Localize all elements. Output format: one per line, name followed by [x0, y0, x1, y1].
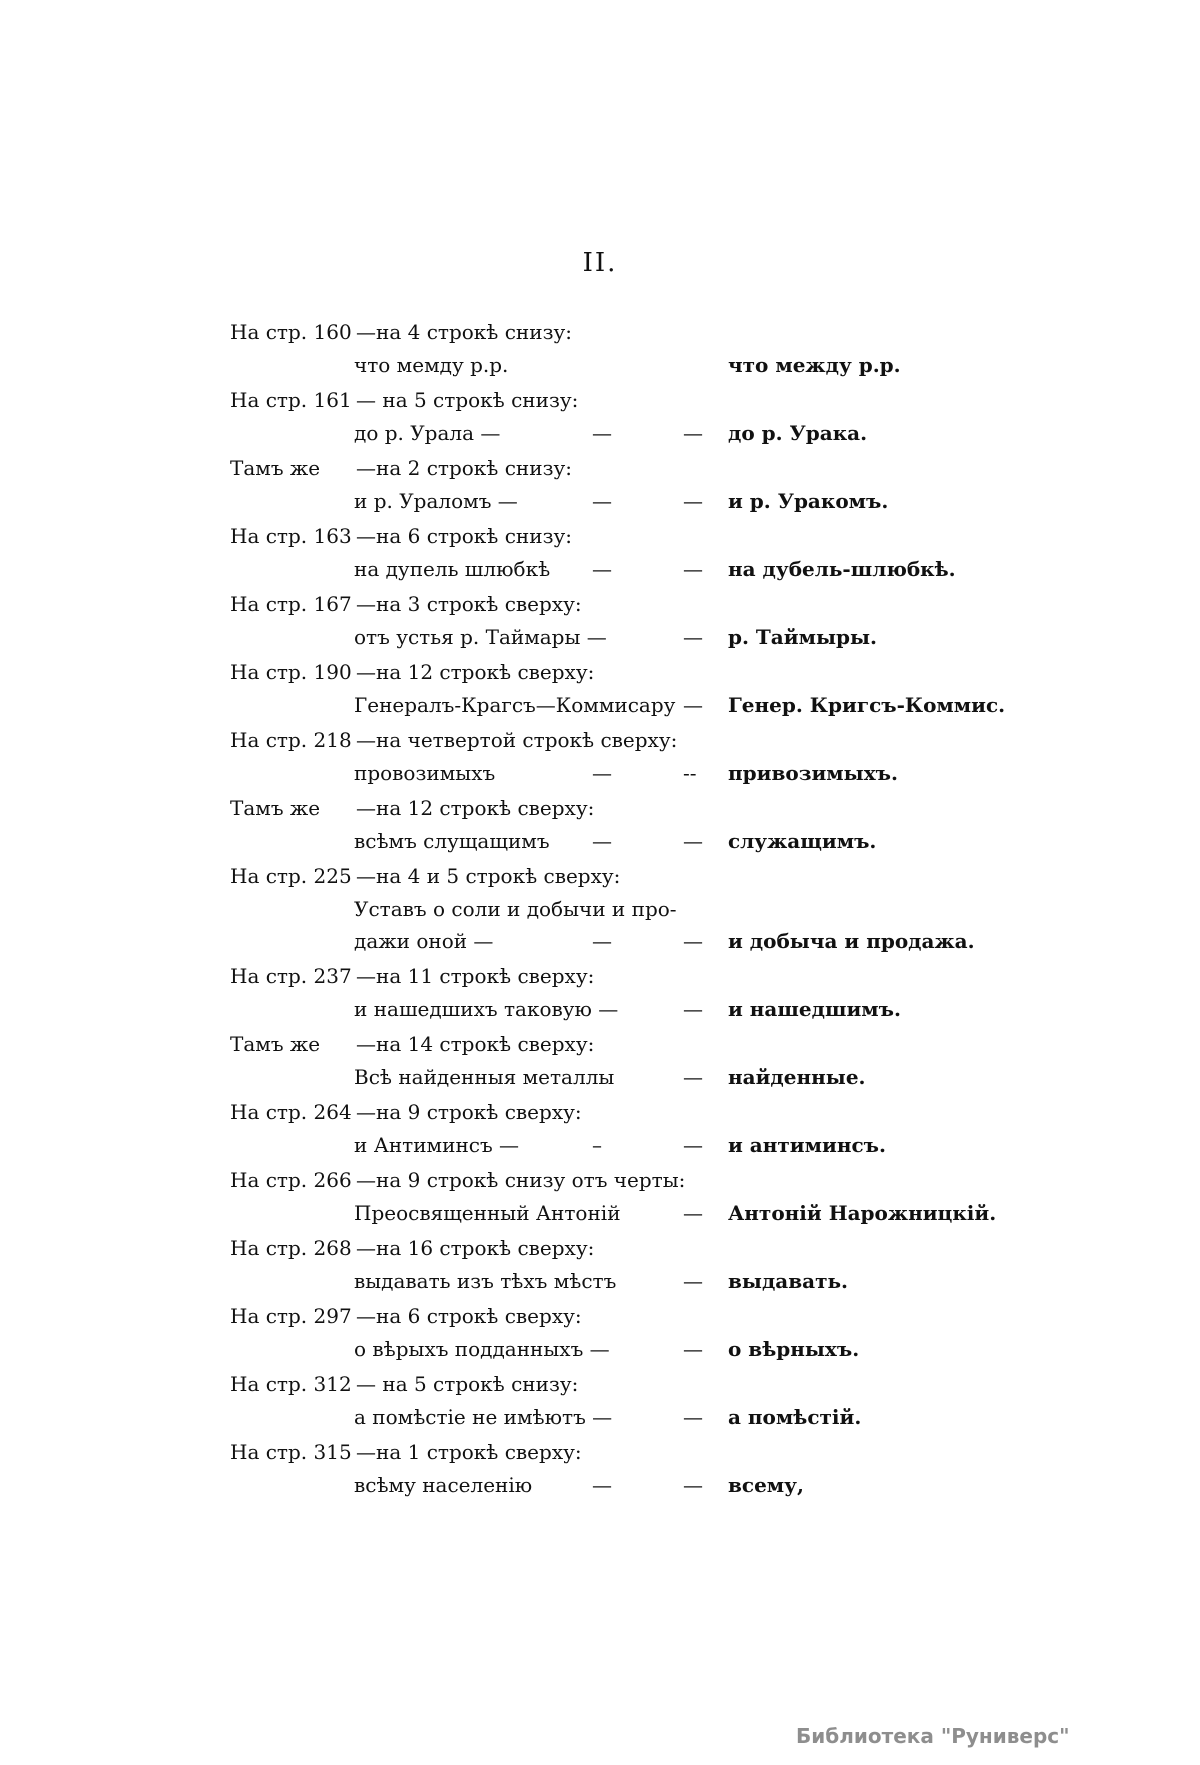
correction-line [226, 925, 1006, 957]
erroneous-text: Уставъ о соли и добычи и про- [354, 897, 677, 921]
page-location: На стр. 264 [230, 1100, 352, 1124]
errata-entry [226, 1163, 1006, 1231]
leader-dash: — [592, 929, 612, 953]
correction-line [226, 1333, 1006, 1365]
correction-line [226, 553, 1006, 585]
leader-dash: — [683, 829, 703, 853]
entry-reference [226, 723, 1006, 757]
errata-entry [226, 1299, 1006, 1367]
page-location: На стр. 225 [230, 864, 352, 888]
section-heading: II. [582, 248, 618, 278]
correction-line [226, 417, 1006, 449]
leader-dash: — [683, 1337, 703, 1361]
line-location: —на 1 строкѣ сверху: [356, 1440, 582, 1464]
page-location: На стр. 315 [230, 1440, 352, 1464]
leader-dash: — [592, 829, 612, 853]
errata-entry [226, 859, 1006, 959]
line-location: —на 9 строкѣ снизу отъ черты: [356, 1168, 686, 1192]
entry-reference [226, 587, 1006, 621]
correction-line [226, 893, 1006, 925]
errata-list [226, 315, 1006, 1503]
correction-line [226, 1197, 1006, 1229]
corrected-text: всему, [728, 1473, 804, 1497]
correction-line [226, 485, 1006, 517]
page-location: Тамъ же [230, 796, 321, 820]
errata-entry [226, 655, 1006, 723]
entry-reference [226, 1435, 1006, 1469]
errata-entry [226, 1231, 1006, 1299]
page-location: Тамъ же [230, 456, 321, 480]
leader-dash: -- [683, 761, 697, 785]
page-location: На стр. 237 [230, 964, 352, 988]
errata-entry [226, 1095, 1006, 1163]
erroneous-text: отъ устья р. Таймары — [354, 625, 607, 649]
erroneous-text: Преосвященный Антоній [354, 1201, 621, 1225]
correction-line [226, 621, 1006, 653]
line-location: —на 6 строкѣ сверху: [356, 1304, 582, 1328]
leader-dash: – [592, 1133, 602, 1157]
erroneous-text: на дупель шлюбкѣ [354, 557, 551, 581]
line-location: — на 5 строкѣ снизу: [356, 1372, 579, 1396]
errata-entry [226, 519, 1006, 587]
entry-reference [226, 859, 1006, 893]
erroneous-text: всѣмъ слущащимъ [354, 829, 550, 853]
leader-dash: — [683, 693, 703, 717]
leader-dash: — [683, 421, 703, 445]
corrected-text: и р. Уракомъ. [728, 489, 889, 513]
errata-entry [226, 1027, 1006, 1095]
line-location: —на 4 строкѣ снизу: [356, 320, 572, 344]
library-watermark: Библиотека "Руниверс" [796, 1724, 1070, 1748]
corrected-text: что между р.р. [728, 353, 901, 377]
corrected-text: найденные. [728, 1065, 866, 1089]
line-location: —на 14 строкѣ сверху: [356, 1032, 595, 1056]
corrected-text: на дубель-шлюбкѣ. [728, 557, 956, 581]
line-location: —на четвертой строкѣ сверху: [356, 728, 678, 752]
entry-reference [226, 1299, 1006, 1333]
corrected-text: служащимъ. [728, 829, 877, 853]
line-location: —на 2 строкѣ снизу: [356, 456, 572, 480]
erroneous-text: и Антиминсъ — [354, 1133, 520, 1157]
leader-dash: — [683, 557, 703, 581]
errata-entry [226, 383, 1006, 451]
leader-dash: — [683, 1473, 703, 1497]
corrected-text: р. Таймыры. [728, 625, 878, 649]
errata-entry [226, 959, 1006, 1027]
erroneous-text: Всѣ найденныя металлы [354, 1065, 615, 1089]
page-location: На стр. 297 [230, 1304, 352, 1328]
leader-dash: — [592, 421, 612, 445]
errata-entry [226, 451, 1006, 519]
leader-dash: — [683, 1405, 703, 1429]
erroneous-text: дажи оной — [354, 929, 494, 953]
line-location: —на 6 строкѣ снизу: [356, 524, 572, 548]
line-location: —на 16 строкѣ сверху: [356, 1236, 595, 1260]
corrected-text: выдавать. [728, 1269, 849, 1293]
leader-dash: — [683, 1269, 703, 1293]
corrected-text: Антоній Нарожницкій. [728, 1201, 997, 1225]
corrected-text: о вѣрныхъ. [728, 1337, 860, 1361]
corrected-text: привозимыхъ. [728, 761, 898, 785]
page-location: На стр. 160 [230, 320, 352, 344]
page-location: На стр. 190 [230, 660, 352, 684]
leader-dash: — [592, 1473, 612, 1497]
line-location: —на 3 строкѣ сверху: [356, 592, 582, 616]
erroneous-text: а помѣстіе не имѣютъ — [354, 1405, 613, 1429]
leader-dash: — [683, 1065, 703, 1089]
leader-dash: — [683, 929, 703, 953]
entry-reference [226, 1367, 1006, 1401]
corrected-text: до р. Урака. [728, 421, 868, 445]
page-location: На стр. 161 [230, 388, 352, 412]
page-location: На стр. 312 [230, 1372, 352, 1396]
line-location: —на 4 и 5 строкѣ сверху: [356, 864, 621, 888]
leader-dash: — [592, 761, 612, 785]
entry-reference [226, 1163, 1006, 1197]
erroneous-text: провозимыхъ [354, 761, 496, 785]
leader-dash: — [683, 489, 703, 513]
erroneous-text: до р. Урала — [354, 421, 501, 445]
correction-line [226, 1265, 1006, 1297]
correction-line [226, 1401, 1006, 1433]
erroneous-text: что мемду р.р. [354, 353, 509, 377]
line-location: —на 12 строкѣ сверху: [356, 660, 595, 684]
erroneous-text: о вѣрыхъ подданныхъ — [354, 1337, 610, 1361]
entry-reference [226, 1027, 1006, 1061]
line-location: — на 5 строкѣ снизу: [356, 388, 579, 412]
correction-line [226, 993, 1006, 1025]
leader-dash: — [592, 489, 612, 513]
entry-reference [226, 383, 1006, 417]
entry-reference [226, 959, 1006, 993]
leader-dash: — [683, 997, 703, 1021]
erroneous-text: и нашедшихъ таковую — [354, 997, 619, 1021]
entry-reference [226, 1231, 1006, 1265]
correction-line [226, 689, 1006, 721]
erroneous-text: всѣму населенію [354, 1473, 533, 1497]
errata-entry [226, 723, 1006, 791]
page-location: На стр. 218 [230, 728, 352, 752]
entry-reference [226, 791, 1006, 825]
errata-entry [226, 315, 1006, 383]
erroneous-text: Генералъ-Крагсъ—Коммисару [354, 693, 676, 717]
line-location: —на 12 строкѣ сверху: [356, 796, 595, 820]
corrected-text: и антиминсъ. [728, 1133, 886, 1157]
correction-line [226, 757, 1006, 789]
entry-reference [226, 451, 1006, 485]
errata-entry [226, 1435, 1006, 1503]
page-location: Тамъ же [230, 1032, 321, 1056]
page-location: На стр. 167 [230, 592, 352, 616]
corrected-text: и нашедшимъ. [728, 997, 901, 1021]
entry-reference [226, 655, 1006, 689]
entry-reference [226, 519, 1006, 553]
correction-line [226, 1061, 1006, 1093]
leader-dash: — [683, 1133, 703, 1157]
entry-reference [226, 315, 1006, 349]
leader-dash: — [683, 1201, 703, 1225]
errata-entry [226, 587, 1006, 655]
correction-line [226, 1129, 1006, 1161]
errata-entry [226, 791, 1006, 859]
entry-reference [226, 1095, 1006, 1129]
correction-line [226, 349, 1006, 381]
line-location: —на 9 строкѣ сверху: [356, 1100, 582, 1124]
leader-dash: — [592, 557, 612, 581]
erroneous-text: и р. Ураломъ — [354, 489, 518, 513]
corrected-text: Генер. Кригсъ-Коммис. [728, 693, 1006, 717]
corrected-text: и добыча и продажа. [728, 929, 975, 953]
page-location: На стр. 266 [230, 1168, 352, 1192]
page-location: На стр. 163 [230, 524, 352, 548]
errata-entry [226, 1367, 1006, 1435]
page-location: На стр. 268 [230, 1236, 352, 1260]
corrected-text: а помѣстій. [728, 1405, 862, 1429]
leader-dash: — [683, 625, 703, 649]
correction-line [226, 825, 1006, 857]
line-location: —на 11 строкѣ сверху: [356, 964, 595, 988]
correction-line [226, 1469, 1006, 1501]
erroneous-text: выдавать изъ тѣхъ мѣстъ [354, 1269, 617, 1293]
